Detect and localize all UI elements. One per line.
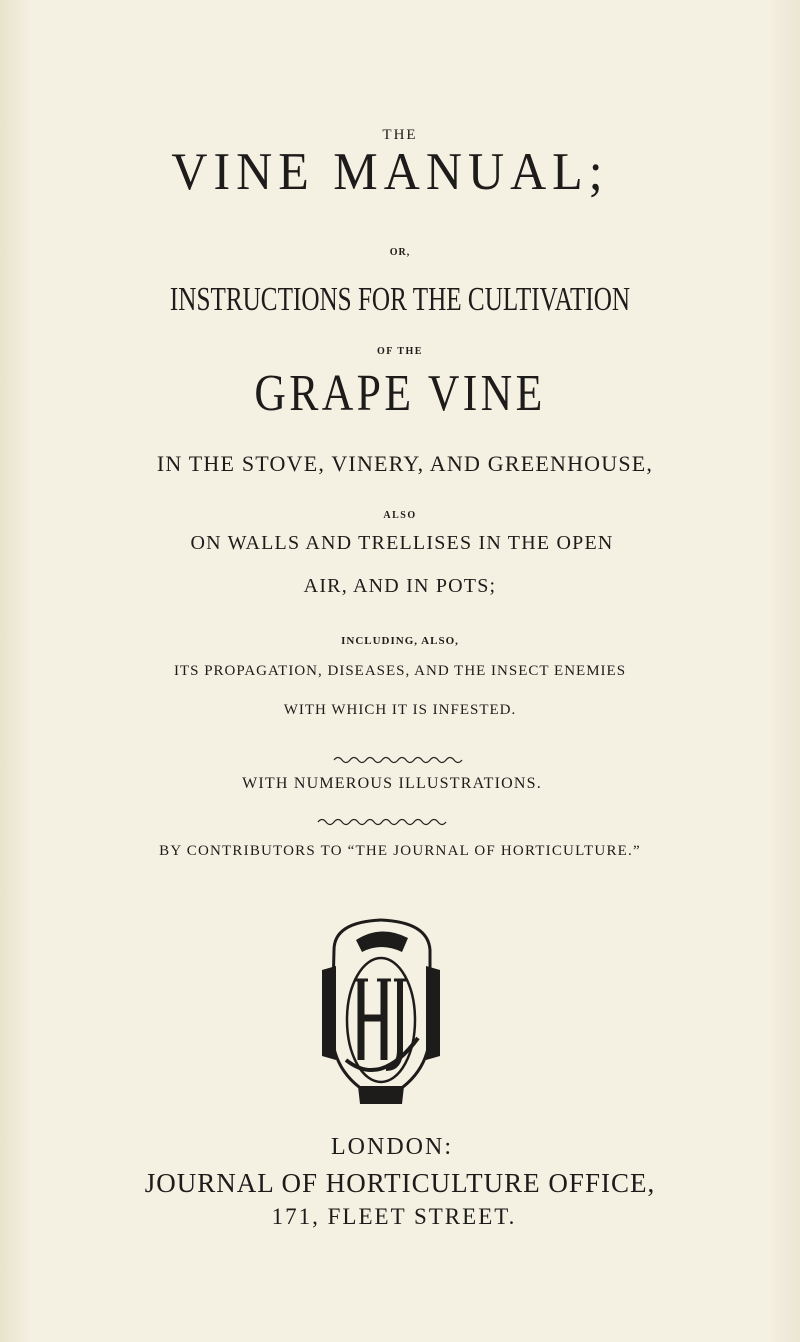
title-article: THE bbox=[382, 127, 418, 143]
subtitle-grape-vine: GRAPE VINE bbox=[254, 365, 546, 422]
also-connector: ALSO bbox=[383, 510, 417, 521]
wavy-divider-icon bbox=[0, 754, 800, 766]
illustrations-line: WITH NUMEROUS ILLUSTRATIONS. bbox=[242, 775, 542, 792]
including-connector: INCLUDING, ALSO, bbox=[341, 635, 459, 647]
imprint-publisher: JOURNAL OF HORTICULTURE OFFICE, bbox=[144, 1168, 656, 1198]
infested-line: WITH WHICH IT IS INFESTED. bbox=[283, 702, 517, 718]
subtitle-instructions: INSTRUCTIONS FOR THE CULTIVATION bbox=[169, 281, 631, 318]
wavy-divider-icon bbox=[0, 816, 800, 828]
journal-of-horticulture-emblem-icon bbox=[306, 910, 456, 1120]
propagation-line: ITS PROPAGATION, DISEASES, AND THE INSECT ENEMIES bbox=[173, 663, 627, 679]
contributors-line: BY CONTRIBUTORS TO “THE JOURNAL OF HORTICULTURE.” bbox=[159, 843, 641, 859]
locations-line: IN THE STOVE, VINERY, AND GREENHOUSE, bbox=[156, 451, 654, 476]
or-connector: OR, bbox=[389, 247, 411, 258]
imprint-address: 171, FLEET STREET. bbox=[271, 1204, 517, 1229]
imprint-city: LONDON: bbox=[331, 1134, 453, 1160]
walls-line: ON WALLS AND TRELLISES IN THE OPEN bbox=[190, 532, 614, 554]
of-the-connector: OF THE bbox=[377, 346, 423, 357]
book-title: VINE MANUAL; bbox=[171, 141, 609, 201]
air-line: AIR, AND IN POTS; bbox=[303, 575, 497, 597]
